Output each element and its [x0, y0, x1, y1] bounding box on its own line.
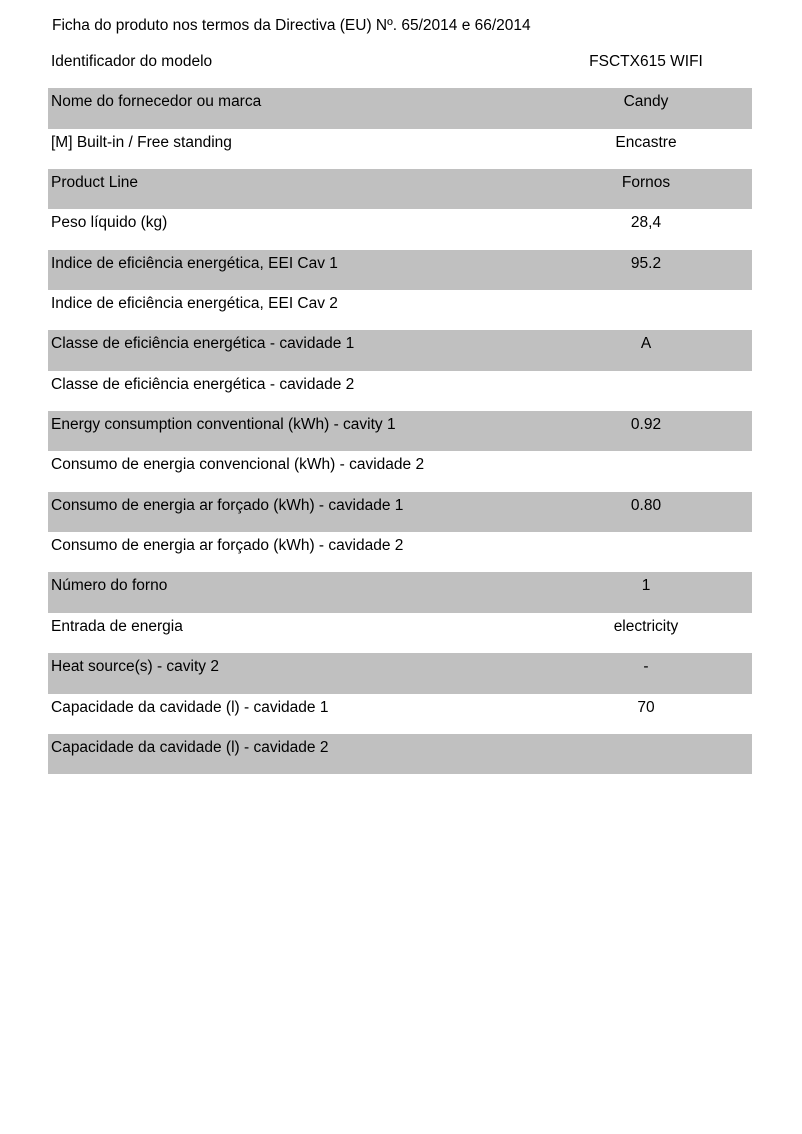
table-row: [48, 451, 752, 491]
table-row: [48, 250, 752, 290]
row-label: Indice de eficiência energética, EEI Cav 1: [51, 254, 338, 272]
row-label: Número do forno: [51, 577, 168, 595]
row-label: Indice de eficiência energética, EEI Cav 2: [51, 295, 338, 313]
table-row: [48, 209, 752, 249]
document-title: Ficha do produto nos termos da Directiva (EU) Nº. 65/2014 e 66/2014: [52, 17, 531, 34]
row-label: Product Line: [51, 174, 139, 192]
row-value: Candy: [623, 93, 669, 111]
row-label: Nome do fornecedor ou marca: [51, 93, 262, 111]
row-label: Peso líquido (kg): [51, 214, 168, 232]
row-label: Energy consumption conventional (kWh) - cavity 1: [51, 416, 396, 434]
row-label: Entrada de energia: [51, 617, 183, 635]
table-row: [48, 532, 752, 572]
table-row: [48, 371, 752, 411]
table-row: [48, 290, 752, 330]
row-label: Capacidade da cavidade (l) - cavidade 1: [51, 698, 329, 716]
table-row: [48, 572, 752, 612]
row-label: Classe de eficiência energética - cavidade 1: [51, 335, 355, 353]
row-value: Fornos: [621, 174, 671, 192]
table-row: [48, 48, 752, 88]
row-label: Consumo de energia ar forçado (kWh) - cavidade 1: [51, 496, 404, 514]
row-label: Consumo de energia convencional (kWh) - cavidade 2: [51, 456, 425, 474]
row-value: 1: [641, 577, 651, 595]
row-value: -: [643, 658, 649, 676]
table-row: [48, 88, 752, 128]
table-row: [48, 694, 752, 734]
row-value: Encastre: [615, 133, 677, 151]
row-label: Capacidade da cavidade (l) - cavidade 2: [51, 738, 329, 756]
row-value: 70: [637, 698, 655, 716]
table-row: [48, 492, 752, 532]
row-label: Consumo de energia ar forçado (kWh) - cavidade 2: [51, 537, 404, 555]
table-row: [48, 169, 752, 209]
row-value: 0.80: [630, 496, 662, 514]
row-value: A: [640, 335, 652, 353]
row-label: Classe de eficiência energética - cavidade 2: [51, 375, 355, 393]
table-row: [48, 129, 752, 169]
row-value: 0.92: [630, 416, 662, 434]
table-row: [48, 613, 752, 653]
table-row: [48, 330, 752, 370]
table-row: [48, 734, 752, 774]
row-value: electricity: [613, 617, 679, 635]
row-label: Identificador do modelo: [51, 53, 213, 70]
row-value: 95.2: [630, 254, 662, 272]
row-value: 28,4: [630, 214, 662, 232]
product-fiche-table: [48, 48, 752, 774]
row-value: FSCTX615 WIFI: [589, 53, 703, 70]
table-row: [48, 411, 752, 451]
row-label: [M] Built-in / Free standing: [51, 133, 232, 151]
row-label: Heat source(s) - cavity 2: [51, 658, 219, 676]
table-row: [48, 653, 752, 693]
